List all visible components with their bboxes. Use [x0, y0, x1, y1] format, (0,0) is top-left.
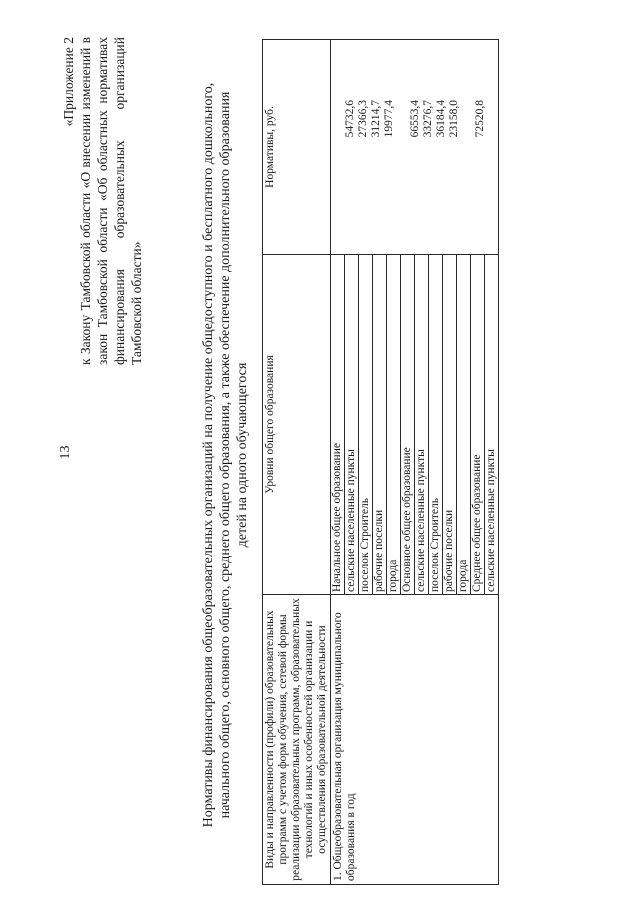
- level-item: города: [387, 255, 401, 594]
- values-cell: [331, 40, 499, 255]
- level-item: рабочие поселки: [443, 255, 457, 594]
- value-item: 31214,7: [370, 100, 382, 138]
- value-item: 36184,4: [435, 100, 447, 138]
- document-title: Нормативы финансирования общеобразовательных организаций на получение общедоступного и бесплатного дошкольного, начального общего, основного общего, среднего общего образования, а также обеспечение дополнительного образования детей на одного обучающегося: [201, 82, 250, 828]
- value-item: 54732,6: [344, 100, 356, 138]
- appendix-label: «Приложение 2: [61, 37, 76, 127]
- level-item: сельские населенные пункты: [485, 449, 497, 592]
- level-item: сельские населенные пункты: [415, 255, 429, 594]
- level-item: поселок Строитель: [359, 255, 373, 594]
- appendix-block: [60, 37, 145, 365]
- header-norms: Нормативы, руб.: [263, 40, 331, 255]
- level-item: сельские населенные пункты: [345, 255, 359, 594]
- level-item: города: [457, 255, 471, 594]
- header-program-types: Виды и направленности (профили) образовательных программ с учетом форм обучения, сетевой формы реализации образовательных программ, образовательных технологий и иных особенностей организации и осуществления образовательной деятельности: [263, 595, 331, 885]
- level-item: рабочие поселки: [373, 255, 387, 594]
- group-title: Начальное общее образование: [331, 255, 345, 594]
- value-item: 66553,4: [409, 100, 421, 138]
- value-item: 27366,3: [357, 100, 369, 138]
- norms-table: [262, 39, 499, 885]
- value-item: 72520,8: [474, 100, 486, 138]
- group-title: Основное общее образование: [401, 255, 415, 594]
- table-row: [331, 40, 499, 885]
- value-item: 33276,7: [422, 100, 434, 138]
- group-title: Среднее общее образование: [471, 255, 485, 594]
- value-item: 23158,0: [448, 100, 460, 138]
- table-header-row: [263, 40, 331, 885]
- value-item: 19977,4: [383, 100, 395, 138]
- levels-cell: [331, 255, 499, 595]
- page-number: 13: [58, 445, 73, 460]
- row-label: 1. Общеобразовательная организация муниципального образования в год: [331, 595, 499, 885]
- level-item: поселок Строитель: [429, 255, 443, 594]
- header-education-levels: Уровни общего образования: [263, 255, 331, 595]
- appendix-text: к Закону Тамбовской области «О внесении изменений в закон Тамбовской области «Об областных нормативах финансирования образовательных организаций Тамбовской области»: [78, 37, 144, 365]
